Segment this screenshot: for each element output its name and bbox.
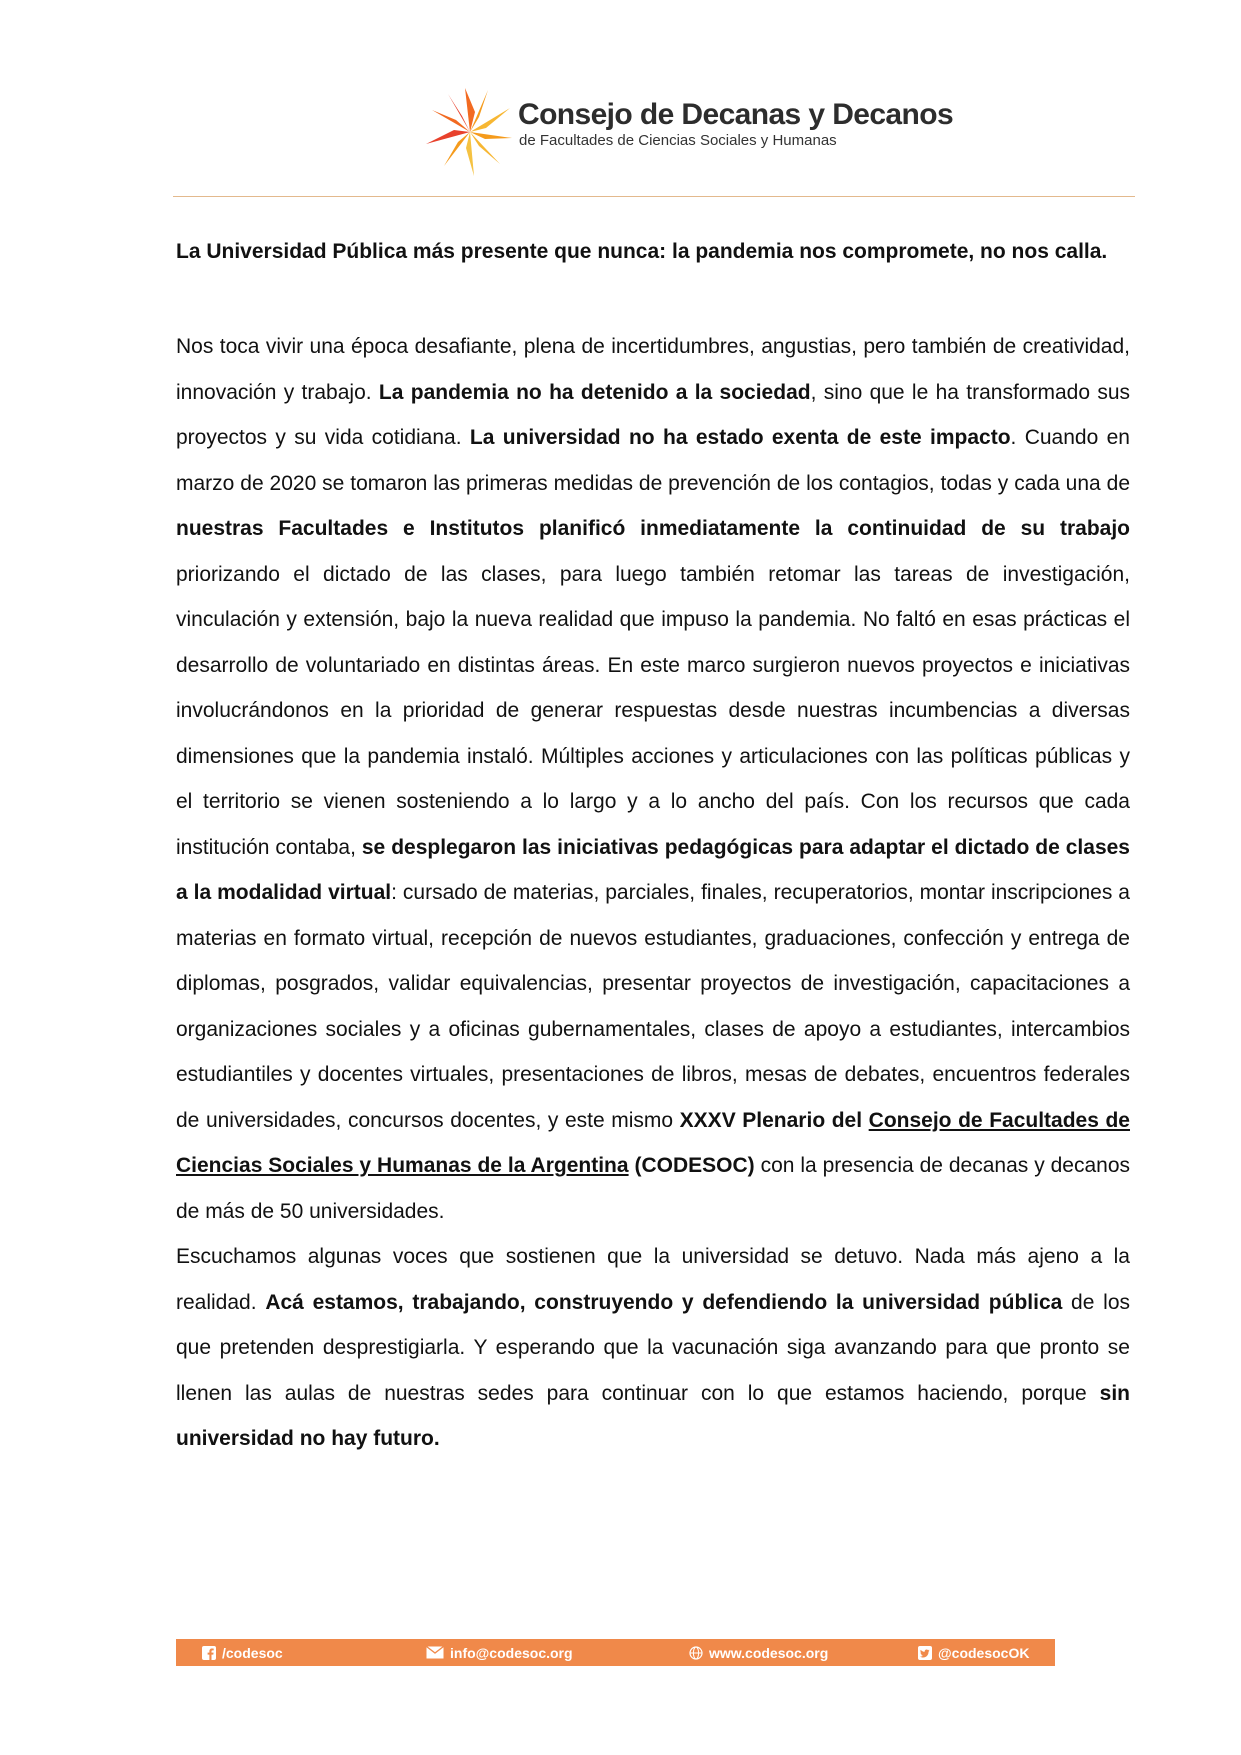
bold-run: (CODESOC) [628,1154,755,1177]
footer-email[interactable] [426,1643,573,1662]
globe-icon [689,1646,703,1660]
text-run: Escuchamos algunas voces que sostienen que la universidad se detuvo. Nada más ajeno a la realidad. [176,1245,1130,1314]
text-run: con la presencia de decanas y decanos de más de 50 universidades. [176,1154,1131,1223]
document-body [176,324,1130,1462]
text-run: : cursado de materias, parciales, finales, recuperatorios, montar inscripciones a materias en formato virtual, recepción de nuevos estudiantes, graduaciones, confección y entrega de diplomas, posgrados, validar equivalencias, presentar proyectos de investigación, capacitaciones a organizaciones sociales y a oficinas gubernamentales, clases de apoyo a estudiantes, intercambios estudiantiles y docentes virtuales, presentaciones de libros, mesas de debates, encuentros federales de universidades, concursos docentes, y este mismo [176,881,1130,1132]
letterhead [0,70,1241,180]
bold-run: Acá estamos, trabajando, construyendo y defendiendo la universidad pública [265,1290,1063,1314]
bold-run: nuestras Facultades e Institutos planificó inmediatamente la continuidad de su trabajo [176,517,1130,540]
document-title: La Universidad Pública más presente que nunca: la pandemia nos compromete, no nos calla. [176,240,1108,263]
website-url: www.codesoc.org [709,1644,829,1661]
email-icon [426,1646,444,1659]
header-divider [173,196,1135,197]
sunburst-logo-icon [420,80,520,180]
bold-run: La universidad no ha estado exenta de este impacto [469,426,1011,449]
paragraph-2 [176,1234,1130,1462]
twitter-icon [918,1646,932,1660]
facebook-handle: /codesoc [222,1644,283,1661]
text-run: , sino que le ha transformado sus proyectos y su vida cotidiana. [176,380,1130,449]
underlined-bold-run: Consejo de Facultades de Ciencias Sociales y Humanas de la Argentina [176,1108,1130,1177]
paragraph-1 [176,324,1130,1234]
footer-facebook[interactable] [202,1643,283,1662]
text-run: de los que pretenden desprestigiarla. Y esperando que la vacunación siga avanzando para que pronto se llenen las aulas de nuestras sedes para continuar con lo que estamos haciendo, porque [176,1290,1131,1405]
bold-run: se desplegaron las iniciativas pedagógicas para adaptar el dictado de clases a la modalidad virtual [176,835,1130,904]
text-run: Nos toca vivir una época desafiante, plena de incertidumbres, angustias, pero también de creatividad, innovación y trabajo. [176,335,1130,404]
text-run: . Cuando en marzo de 2020 se tomaron las primeras medidas de prevención de los contagios, todas y cada una de [176,426,1130,495]
facebook-icon [202,1646,216,1660]
footer-contact-bar [176,1639,1055,1666]
bold-run: sin universidad no hay futuro. [176,1381,1130,1450]
footer-twitter[interactable] [918,1643,1029,1662]
email-address: info@codesoc.org [450,1644,573,1661]
footer-website[interactable] [689,1643,828,1662]
org-subtitle: de Facultades de Ciencias Sociales y Humanas [519,132,837,149]
org-name: Consejo de Decanas y Decanos [518,98,954,131]
twitter-handle: @codesocOK [938,1644,1030,1661]
bold-run: La pandemia no ha detenido a la sociedad [378,380,811,404]
bold-run: XXXV Plenario del [679,1108,869,1132]
text-run: priorizando el dictado de las clases, para luego también retomar las tareas de investigación, vinculación y extensión, bajo la nueva realidad que impuso la pandemia. No faltó en esas prácticas el desarrollo de voluntariado en distintas áreas. En este marco surgieron nuevos proyectos e iniciativas involucrándonos en la prioridad de generar respuestas desde nuestras incumbencias a diversas dimensiones que la pandemia instaló. Múltiples acciones y articulaciones con las políticas públicas y el territorio se vienen sosteniendo a lo largo y a lo ancho del país. Con los recursos que cada institución contaba, [176,562,1130,859]
